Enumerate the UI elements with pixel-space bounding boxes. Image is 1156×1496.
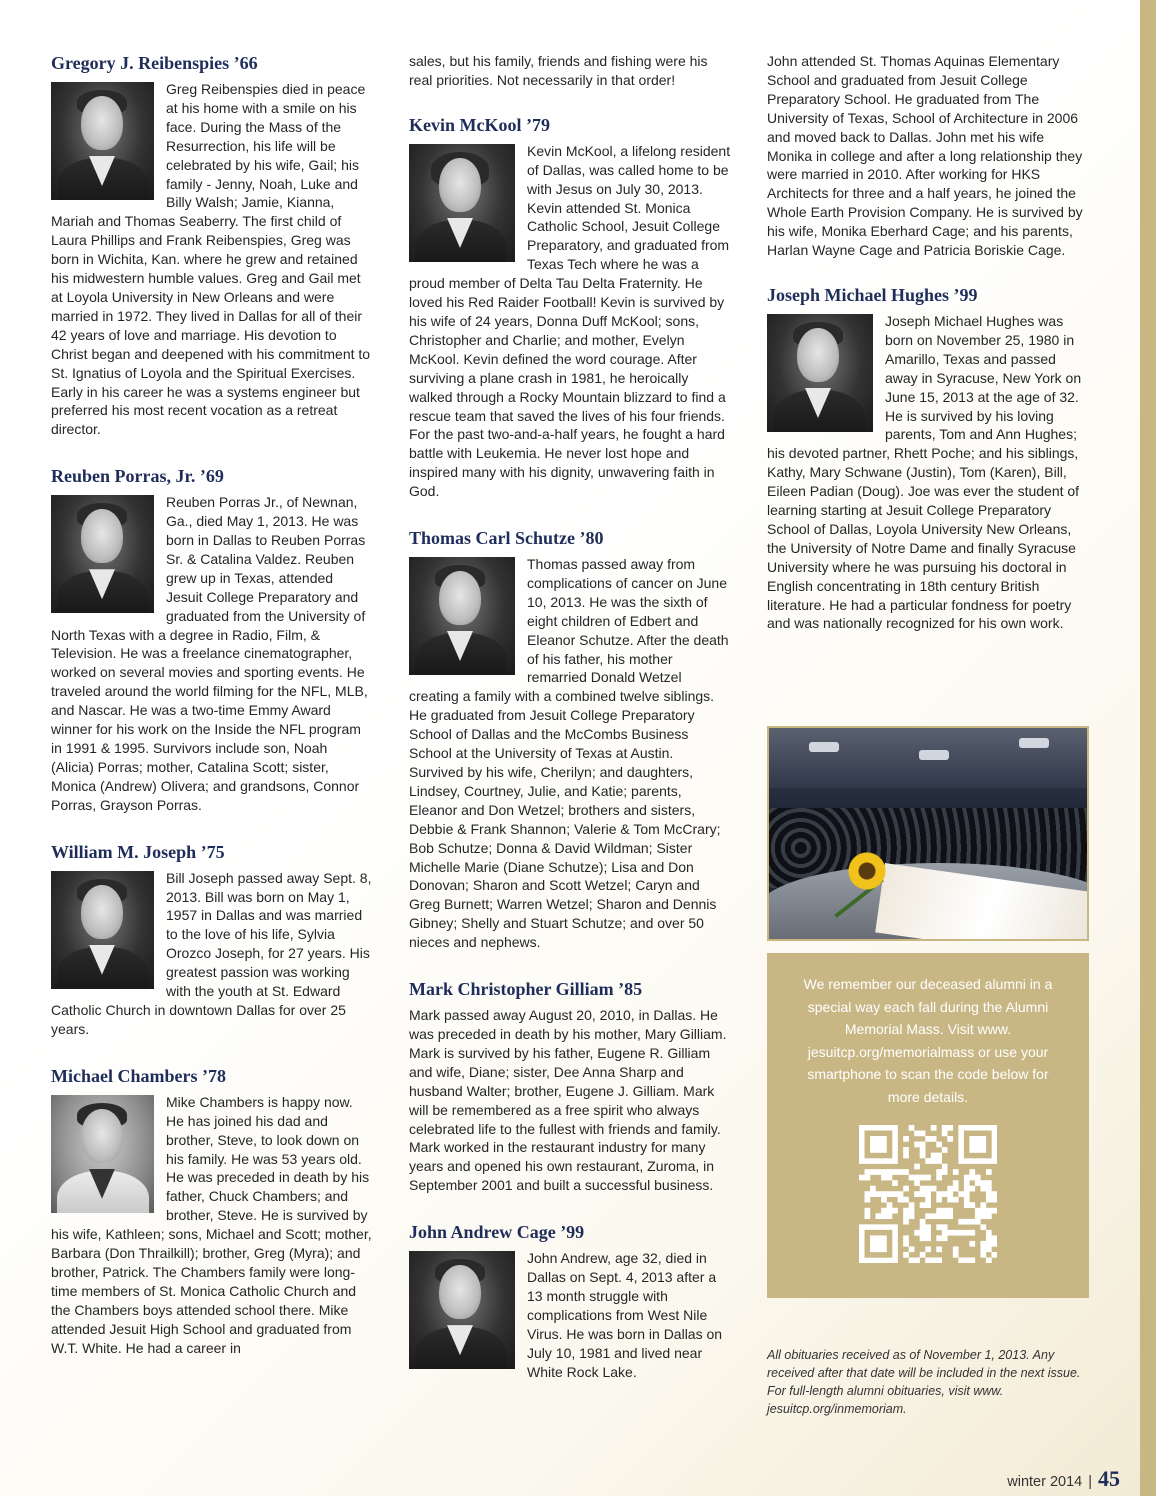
footnote: All obituaries received as of November 1, 2013. Any received after that date will be included in the next issue. For full-length alumni obituaries, visit www. jesuitcp.org/inmemoriam.: [767, 1348, 1081, 1416]
obituary-gilliam: [409, 978, 731, 1195]
column-left: [51, 52, 373, 1379]
portrait-photo: [409, 557, 515, 675]
obituary-continuation-cage: John attended St. Thomas Aquinas Elementary School and graduated from Jesuit College Preparatory School. He graduated from The University of Texas, School of Architecture in 2006 and moved back to Dallas. John met his wife Monika in college and after a long relationship they were married in 2010. After working for HKS Architects for three and a half years, he joined the Whole Earth Provision Company. He is survived by his wife, Monika Eberhard Cage; and his parents, Harlan Wayne Cage and Patricia Boriskie Cage.: [767, 53, 1083, 259]
obituary-name: William M. Joseph ’75: [51, 841, 225, 862]
portrait-photo: [51, 871, 154, 989]
obituary-text: Reuben Porras Jr., of Newnan, Ga., died May 1, 2013. He was born in Dallas to Reuben Porras Sr. & Catalina Valdez. Reuben grew up in Texas, attended Jesuit College Preparatory and graduated from the University of North Texas with a degree in Radio, Film, & Television. He was a freelance cinematographer, worked on several movies and sporting events. He traveled around the world filming for the NFL, MLB, and Nascar. He was a two-time Emmy Award winner for his work on the Inside the NFL program in 1991 & 1995. Survivors include son, Noah (Alicia) Porras; mother, Catalina Scott; sister, Monica (Andrew) Olivera; and grandsons, Connor Porras, Grayson Porras.: [51, 494, 368, 813]
memorial-mass-photo: [767, 726, 1089, 941]
page-folio: [1007, 1466, 1120, 1492]
obituary-cage: [409, 1221, 731, 1381]
portrait-photo: [409, 1251, 515, 1369]
portrait-photo: [51, 1095, 154, 1213]
obituary-text: Thomas passed away from complications of cancer on June 10, 2013. He was the sixth of eight children of Edbert and Eleanor Schutze. After the death of his father, his mother remarried Donald Wetzel creating a family with a combined twelve siblings. He graduated from Jesuit College Preparatory School of Dallas and the McCombs Business School at the University of Texas at Austin. Survived by his wife, Cherilyn; and daughters, Lindsey, Courtney, Julie, and Katie; parents, Eleanor and Don Wetzel; brothers and sisters, Debbie & Frank Shannon; Valerie & Tom McCrary; Bob Schutze; Donna & David Wildman; Sister Michelle Marie (Diane Schutze); Lisa and Don Donovan; Sharon and Scott Wetzel; Caryn and Greg Burnett; Warren Wetzel; Sharon and Dennis Gibney; Shelly and Stuart Schutze; and over 50 nieces and nephews.: [409, 556, 729, 951]
obituary-name: John Andrew Cage ’99: [409, 1222, 585, 1243]
obituary-text: Greg Reibenspies died in peace at his home with a smile on his face. During the Mass of the Resurrection, his life will be celebrated by his wife, Gail; his family - Jenny, Noah, Luke and Billy Walsh; Jamie, Kianna, Mariah and Thomas Seaberry. The first child of Laura Phillips and Frank Reibenspies, Greg was born in Wichita, Kan. where he grew and retained his midwestern humble values. Greg and Gail met at Loyola University in New Orleans and were married in 1972. They lived in Dallas for all of their 42 years of love and marriage. His devotion to Christ began and deepened with his commitment to St. Ignatius of Loyola and the Spiritual Exercises. Early in his career he was a systems engineer but preferred his most recent vocation as a retreat director.: [51, 81, 371, 438]
obituary-name: Michael Chambers ’78: [51, 1065, 226, 1086]
obituary-name: Kevin McKool ’79: [409, 114, 550, 135]
obituary-text: Mike Chambers is happy now. He has joined his dad and brother, Steve, to look down on his family. He was 53 years old. He was preceded in death by his father, Chuck Chambers; and brother, Steve. He is survived by his wife, Kathleen; sons, Michael and Scott; mother, Barbara (Don Thrailkill); brother, Greg (Myra); and brother, Patrick. The Chambers family were long-time members of St. Monica Catholic Church and the Chambers boys attended school there. Mike attended Jesuit High School and graduated from W.T. White. He had a career in: [51, 1093, 372, 1356]
folio-separator: |: [1088, 1474, 1092, 1490]
obituary-chambers: [51, 1065, 373, 1358]
memorial-mass-info-box: [767, 953, 1089, 1298]
portrait-photo: [51, 495, 154, 613]
obituary-name: Reuben Porras, Jr. ’69: [51, 466, 224, 487]
obituary-hughes: [767, 284, 1089, 633]
obituary-text: Mark passed away August 20, 2010, in Dallas. He was preceded in death by his mother, Mary Gilliam. Mark is survived by his father, Eugene R. Gilliam and wife, Diane; sister, Dee Anna Sharp and husband Walter; brother, Eugene J. Gilliam. Mark will be remembered as a free spirit who always celebrated life to the fullest with friends and family. Mark worked in the restaurant industry for many years and opened his own restaurant, Zuroma, in September 2001 and built a successful business.: [409, 1007, 727, 1194]
obituary-text: Kevin McKool, a lifelong resident of Dallas, was called home to be with Jesus on July 30, 2013. Kevin attended St. Monica Catholic School, Jesuit College Preparatory, and graduated from Texas Tech where he was a proud member of Delta Tau Delta Fraternity. He loved his Red Raider Football! Kevin is survived by his wife of 24 years, Donna Duff McKool; sons, Christopher and Charlie; and mother, Evelyn McKool. Kevin defined the word courage. After surviving a plane crash in 1981, he heroically walked through a Rocky Mountain blizzard to find a rescue team that saved the lives of his four friends. For the past two-and-a-half years, he fought a hard battle with Leukemia. He never lost hope and inspired many with his dignity, unwavering faith in God.: [409, 142, 731, 500]
obituary-reibenspies: [51, 52, 373, 439]
issue-label: winter 2014: [1007, 1474, 1083, 1490]
obituary-porras: [51, 465, 373, 814]
obituary-name: Mark Christopher Gilliam ’85: [409, 979, 643, 1000]
page-number: 45: [1098, 1466, 1120, 1491]
qr-code[interactable]: [859, 1125, 997, 1263]
obituary-name: Joseph Michael Hughes ’99: [767, 284, 978, 305]
portrait-photo: [51, 82, 154, 200]
column-middle: [409, 52, 731, 1403]
obituary-mckool: [409, 114, 731, 501]
column-right: [767, 52, 1089, 655]
obituary-schutze: [409, 527, 731, 952]
obituary-joseph: [51, 841, 373, 1039]
obituary-text: Joseph Michael Hughes was born on November 25, 1980 in Amarillo, Texas and passed away in Syracuse, New York on June 15, 2013 at the age of 32. He is survived by his loving parents, Tom and Ann Hughes; his devoted partner, Rhett Poche; and his siblings, Kathy, Mary Schwane (Justin), Tom (Karen), Bill, Eileen Padian (Doug). Joe was ever the student of learning starting at Jesuit College Preparatory School of Dallas, Loyola University New Orleans, the University of Notre Dame and finally Syracuse University where he was pursuing his doctoral in English concentrating in 18th century British literature. He had a particular fondness for poetry and was nationally recognized for his own work.: [767, 312, 1082, 632]
obituary-name: Thomas Carl Schutze ’80: [409, 528, 604, 549]
obituary-text: Bill Joseph passed away Sept. 8, 2013. Bill was born on May 1, 1957 in Dallas and was married to the love of his life, Sylvia Orozco Joseph, for 27 years. His greatest passion was working with the youth at St. Edward Catholic Church in downtown Dallas for over 25 years.: [51, 869, 372, 1037]
page-edge-stripe: [1140, 0, 1156, 1496]
memorial-mass-text: We remember our deceased alumni in a special way each fall during the Alumni Memorial Mass. Visit www. jesuitcp.org/memorialmass or use your smartphone to scan the code below for more details.: [803, 976, 1053, 1105]
portrait-photo: [409, 144, 515, 262]
obituary-continuation-chambers: sales, but his family, friends and fishing were his real priorities. Not necessarily in that order!: [409, 53, 708, 88]
obituary-name: Gregory J. Reibenspies ’66: [51, 53, 258, 73]
portrait-photo: [767, 314, 873, 432]
obituary-text: John Andrew, age 32, died in Dallas on Sept. 4, 2013 after a 13 month struggle with complications from West Nile Virus. He was born in Dallas on July 10, 1981 and lived near White Rock Lake.: [527, 1250, 723, 1380]
